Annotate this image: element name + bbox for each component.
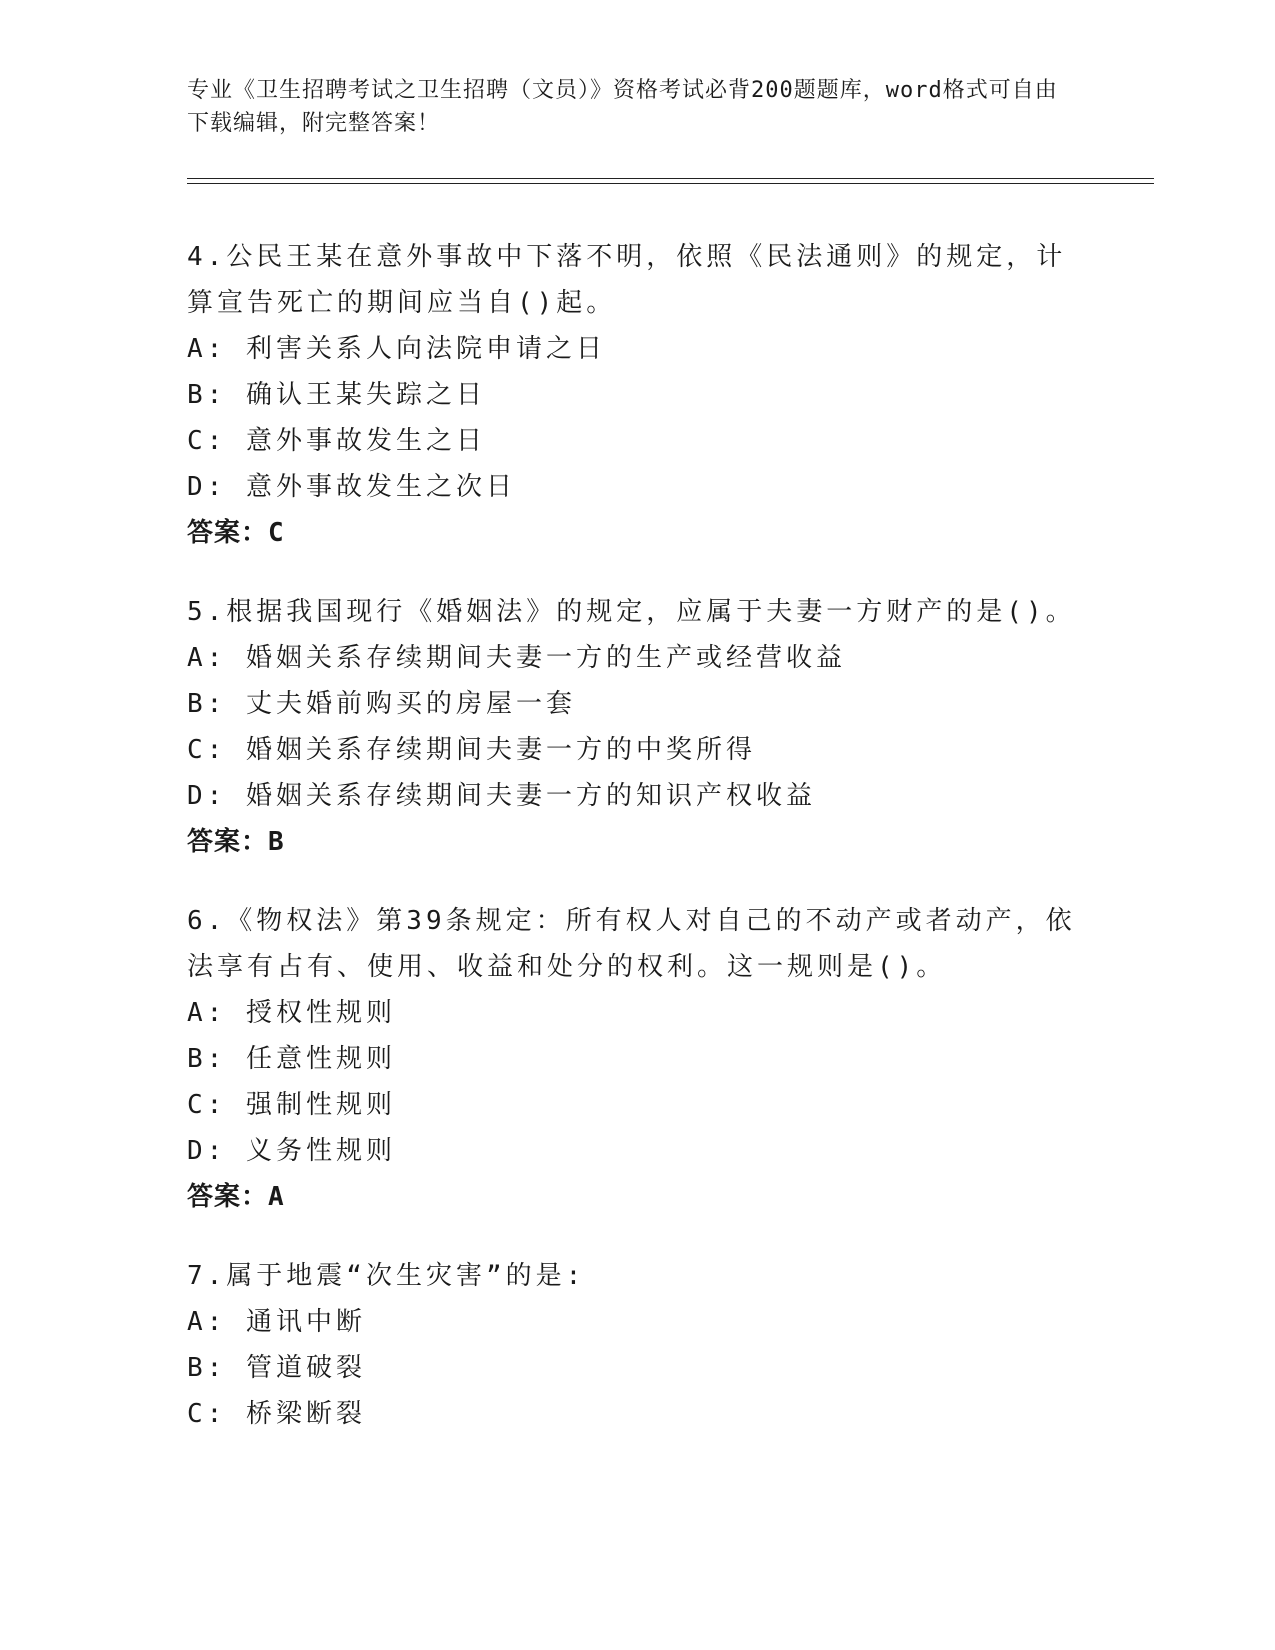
question-4 — [187, 234, 1087, 556]
option-a: A: 通讯中断 — [187, 1307, 366, 1337]
header-divider-bottom — [187, 183, 1154, 184]
question-text: 4.公民王某在意外事故中下落不明，依照《民法通则》的规定，计算宣告死亡的期间应当自()起。 — [187, 242, 1067, 318]
answer: 答案：C — [187, 518, 285, 548]
question-text: 7.属于地震“次生灾害”的是: — [187, 1261, 586, 1291]
option-d: D: 意外事故发生之次日 — [187, 472, 516, 502]
option-b: B: 管道破裂 — [187, 1353, 366, 1383]
option-c: C: 意外事故发生之日 — [187, 426, 486, 456]
option-a: A: 婚姻关系存续期间夫妻一方的生产或经营收益 — [187, 643, 846, 673]
question-7 — [187, 1253, 1087, 1437]
question-text: 6.《物权法》第39条规定：所有权人对自己的不动产或者动产，依法享有占有、使用、收益和处分的权利。这一规则是()。 — [187, 906, 1076, 982]
header-divider-top — [187, 178, 1154, 179]
option-c: C: 强制性规则 — [187, 1090, 396, 1120]
option-b: B: 确认王某失踪之日 — [187, 380, 486, 410]
option-a: A: 授权性规则 — [187, 998, 396, 1028]
option-d: D: 义务性规则 — [187, 1136, 396, 1166]
question-5 — [187, 589, 1087, 865]
option-d: D: 婚姻关系存续期间夫妻一方的知识产权收益 — [187, 781, 816, 811]
option-c: C: 桥梁断裂 — [187, 1399, 366, 1429]
option-b: B: 任意性规则 — [187, 1044, 396, 1074]
document-header: 专业《卫生招聘考试之卫生招聘（文员）》资格考试必背200题题库，word格式可自由下载编辑，附完整答案！ — [187, 78, 1058, 136]
question-text: 5.根据我国现行《婚姻法》的规定，应属于夫妻一方财产的是()。 — [187, 597, 1076, 627]
question-6 — [187, 898, 1087, 1220]
option-b: B: 丈夫婚前购买的房屋一套 — [187, 689, 576, 719]
answer: 答案：B — [187, 827, 285, 857]
option-a: A: 利害关系人向法院申请之日 — [187, 334, 606, 364]
question-list — [187, 234, 1087, 1470]
answer: 答案：A — [187, 1182, 285, 1212]
option-c: C: 婚姻关系存续期间夫妻一方的中奖所得 — [187, 735, 756, 765]
